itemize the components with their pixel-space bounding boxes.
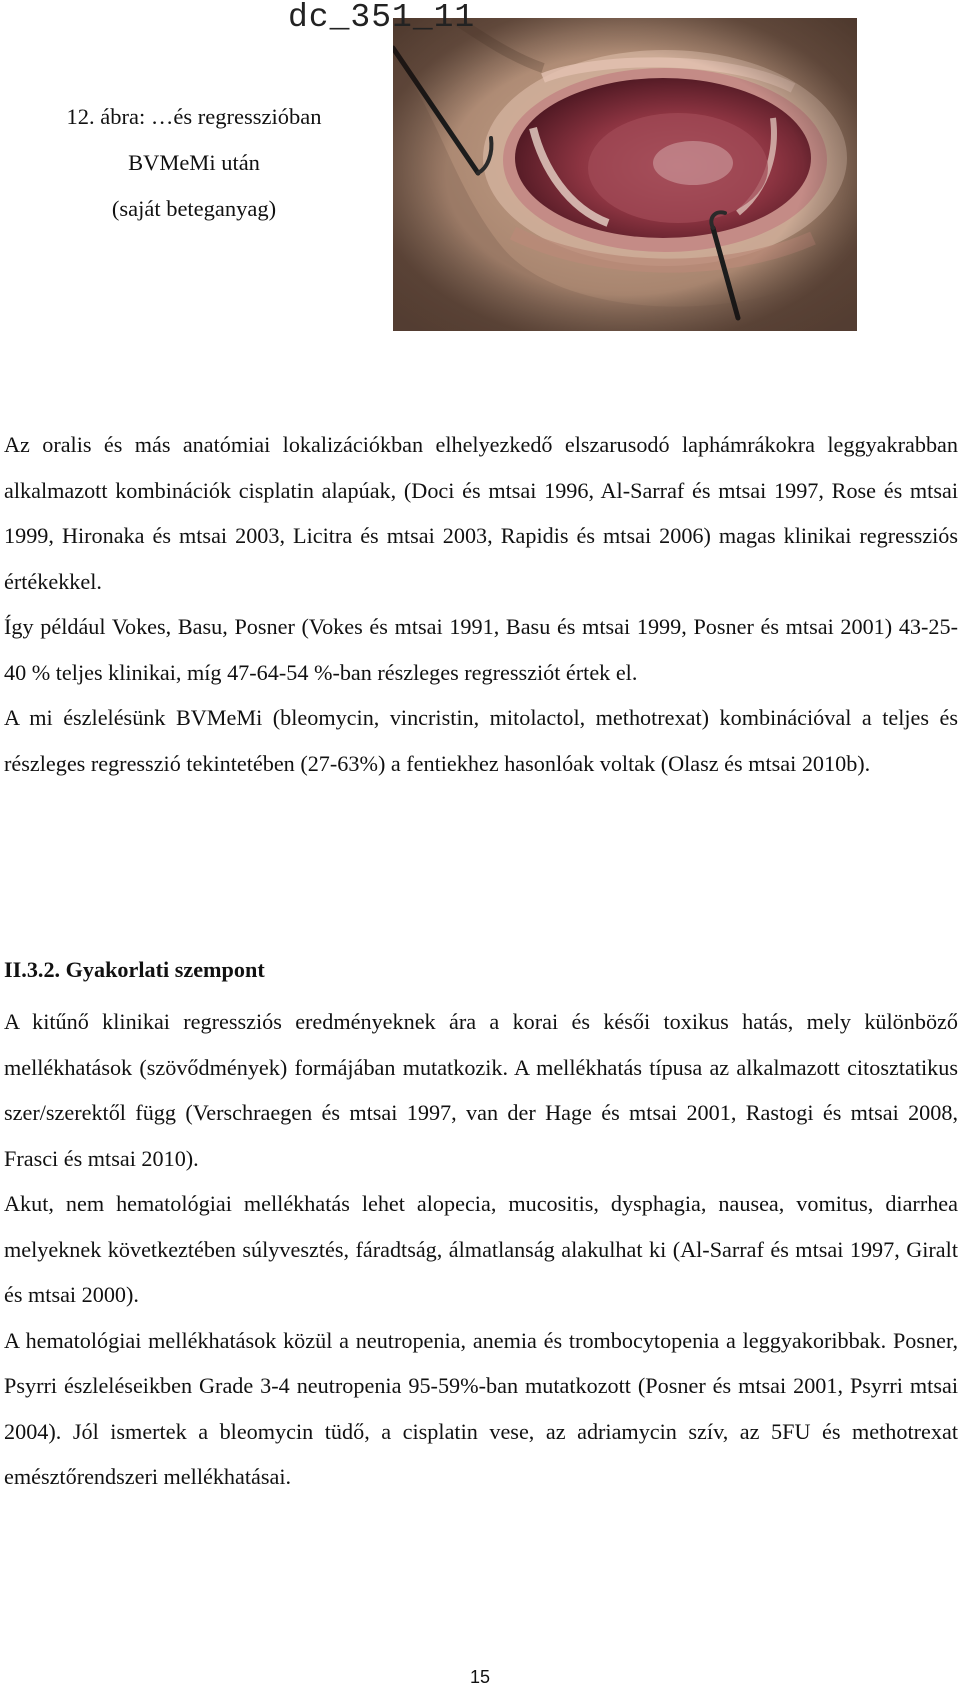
caption-line-3: (saját beteganyag): [111, 196, 277, 221]
section-text: [4, 999, 958, 1500]
page-number: 15: [469, 1667, 491, 1687]
figure-caption: [26, 94, 362, 232]
oral-cavity-photo-icon: [393, 18, 857, 331]
document-id: dc_351_11: [288, 0, 476, 36]
caption-line-2: BVMeMi után: [128, 150, 260, 175]
section-paragraph-2: Akut, nem hematológiai mellékhatás lehet alopecia, mucositis, dysphagia, nausea, vomitus, diarrhea melyeknek következtében súlyvesztés, fáradtság, álmatlanság alakulhat ki (Al-Sarraf és mtsai 1997, Giralt és mtsai 2000).: [4, 1191, 958, 1307]
paragraph-2: Így például Vokes, Basu, Posner (Vokes és mtsai 1991, Basu és mtsai 1999, Posner és mtsai 2001) 43-25-40 % teljes klinikai, míg 47-64-54 %-ban részleges regressziót értek el.: [4, 614, 958, 685]
section-paragraph-3: A hematológiai mellékhatások közül a neutropenia, anemia és trombocytopenia a leggyakoribbak. Posner, Psyrri észleléseikben Grade 3-4 neutropenia 95-59%-ban mutatkozott (Posner és mtsai 2001, Psyrri mtsai 2004). Jól ismertek a bleomycin tüdő, a cisplatin vese, az adriamycin szív, az 5FU és methotrexat emésztőrendszeri mellékhatásai.: [4, 1327, 958, 1489]
section-heading: II.3.2. Gyakorlati szempont: [4, 957, 265, 982]
clinical-photo: [393, 18, 857, 331]
paragraph-1: Az oralis és más anatómiai lokalizációkban elhelyezkedő elszarusodó laphámrákokra leggyakrabban alkalmazott kombinációk cisplatin alapúak, (Doci és mtsai 1996, Al-Sarraf és mtsai 1997, Rose és mtsai 1999, Hironaka és mtsai 2003, Licitra és mtsai 2003, Rapidis és mtsai 2006) magas klinikai regressziós értékekkel.: [4, 432, 958, 594]
paragraph-3: A mi észlelésünk BVMeMi (bleomycin, vincristin, mitolactol, methotrexat) kombinációval a teljes és részleges regresszió tekintetében (27-63%) a fentiekhez hasonlóak voltak (Olasz és mtsai 2010b).: [4, 705, 958, 776]
body-text: [4, 422, 958, 786]
caption-line-1: 12. ábra: …és regresszióban: [66, 104, 322, 129]
section-paragraph-1: A kitűnő klinikai regressziós eredményeknek ára a korai és késői toxikus hatás, mely különböző mellékhatások (szövődmények) formájában mutatkozik. A mellékhatás típusa az alkalmazott citosztatikus szer/szerektől függ (Verschraegen és mtsai 1997, van der Hage és mtsai 2001, Rastogi és mtsai 2008, Frasci és mtsai 2010).: [4, 1009, 958, 1171]
